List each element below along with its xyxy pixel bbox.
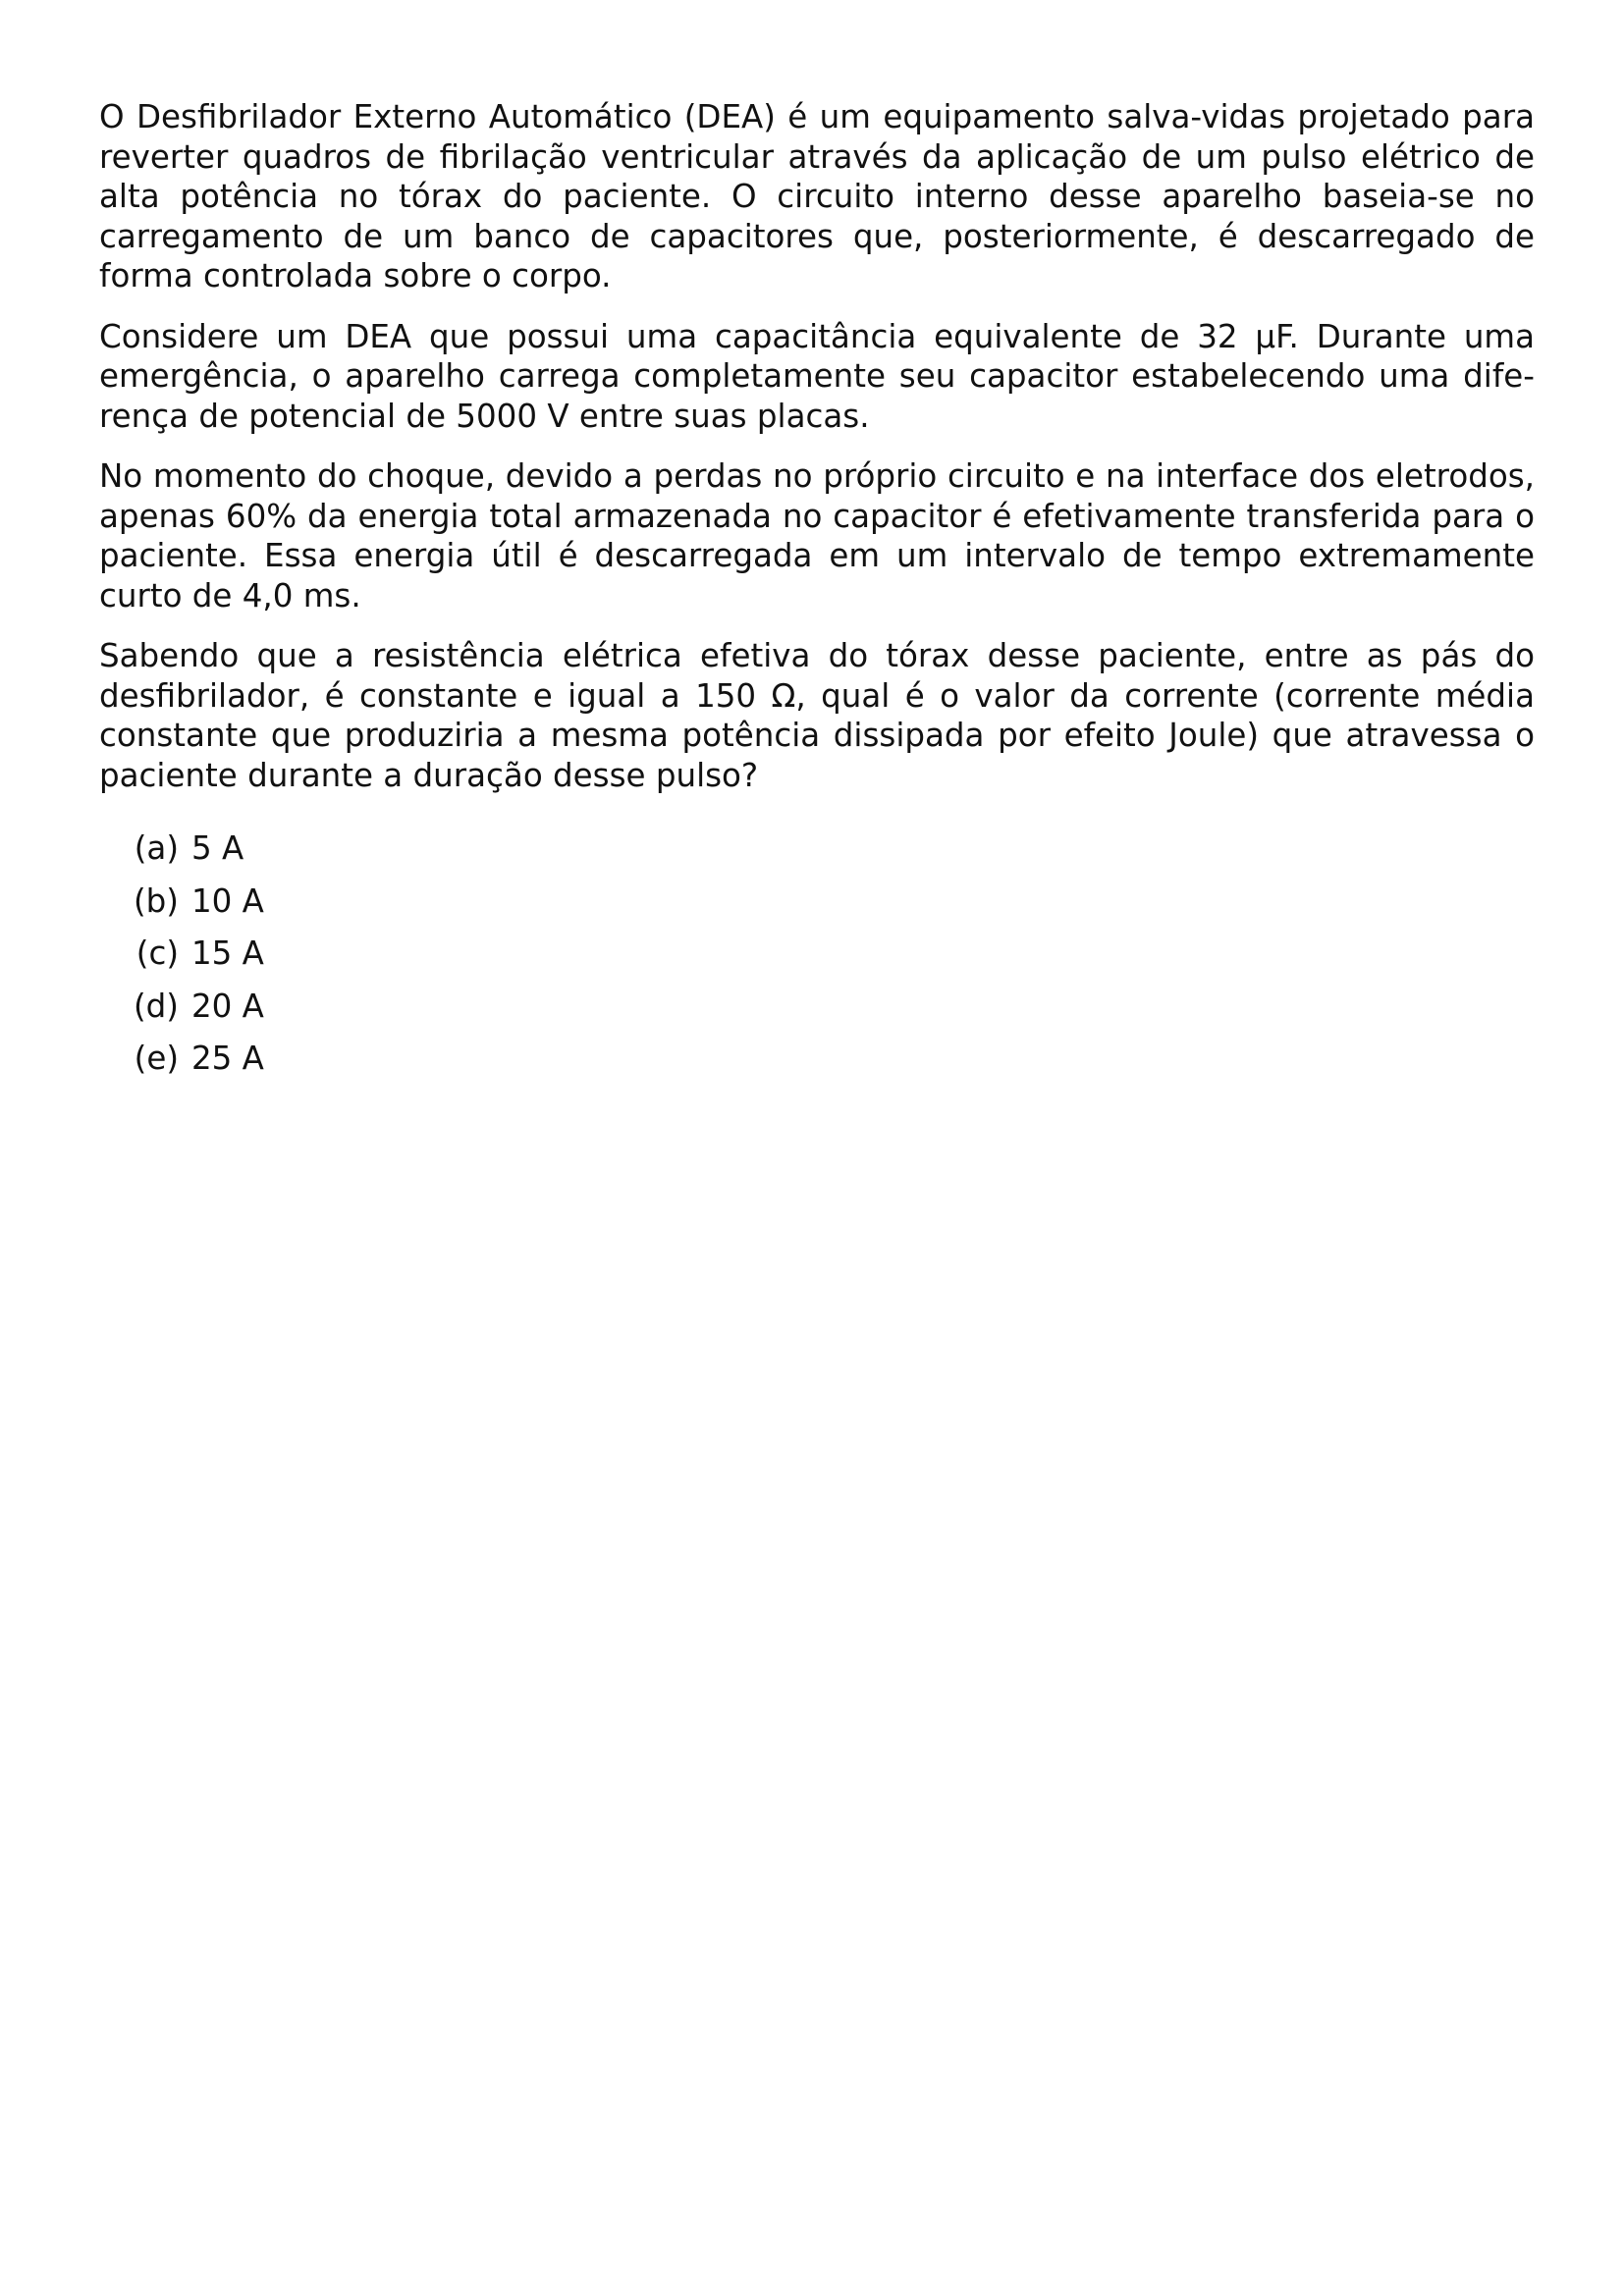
option-d	[119, 987, 1535, 1040]
question-paragraph-4: Sabendo que a resistência elétrica efetiva do tórax desse paciente, entre as pás do desfibrilador, é constante e igual a 150 Ω, qual é o valor da corrente (corrente média constante que produziria a mesma potência dissipada por efeito Joule) que atravessa o paciente durante a duração desse pulso?	[99, 637, 1535, 794]
question-paragraph-1: O Desfibrilador Externo Automático (DEA) é um equipamento salva-vidas projetado para reverter quadros de fibrilação ventricular através da aplicação de um pulso elétrico de alta potência no tórax do paciente. O circuito interno desse aparelho baseia-se no carregamento de um banco de capacitores que, posteriormente, é descarregado de forma controlada sobre o corpo.	[99, 98, 1535, 294]
option-b	[119, 881, 1535, 934]
option-label: (d)	[134, 987, 179, 1025]
option-text: 15 A	[191, 934, 264, 972]
option-text: 25 A	[191, 1040, 264, 1077]
option-label: (b)	[134, 881, 179, 920]
option-c	[119, 934, 1535, 987]
question-paragraph-2: Considere um DEA que possui uma capacitância equivalente de 32 μF. Durante uma emergência, o aparelho carrega completamente seu capacitor estabelecendo uma diferença de potencial de 5000 V entre suas placas.	[99, 317, 1535, 435]
option-label: (e)	[134, 1040, 179, 1077]
question-document	[99, 97, 1535, 1092]
option-text: 10 A	[191, 881, 264, 920]
option-label: (a)	[134, 829, 179, 867]
option-a	[119, 828, 1535, 881]
option-text: 5 A	[191, 829, 244, 867]
option-e	[119, 1039, 1535, 1092]
option-text: 20 A	[191, 987, 264, 1025]
option-label: (c)	[135, 934, 179, 972]
question-paragraph-3: No momento do choque, devido a perdas no próprio circuito e na interface dos eletrodos, apenas 60% da energia total armazenada no capacitor é efetivamente transferida para o paciente. Essa energia útil é descarregada em um intervalo de tempo extremamente curto de 4,0 ms.	[99, 457, 1535, 614]
answer-options	[99, 828, 1535, 1092]
